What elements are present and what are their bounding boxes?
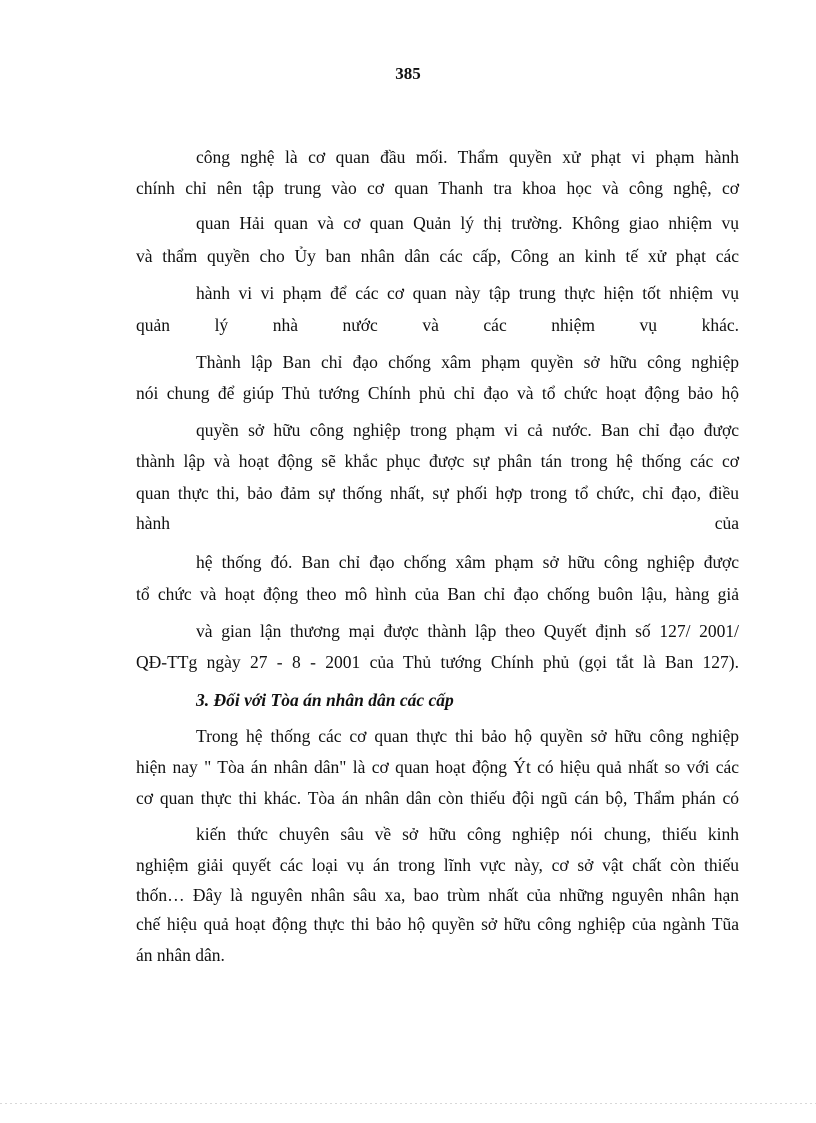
text-line: cơ quan thực thi khác. Tòa án nhân dân còn thiếu đội ngũ cán bộ, Thẩm phán có: [136, 788, 739, 808]
text-line: thốn… Đây là nguyên nhân sâu xa, bao trùm nhất của những nguyên nhân hạn: [136, 885, 739, 905]
section-heading: 3. Đối với Tòa án nhân dân các cấp: [196, 690, 454, 710]
text-line: Thành lập Ban chỉ đạo chống xâm phạm quyền sở hữu công nghiệp: [196, 352, 739, 372]
text-line: quyền sở hữu công nghiệp trong phạm vi cả nước. Ban chỉ đạo được: [196, 420, 739, 440]
text-line: công nghệ là cơ quan đầu mối. Thẩm quyền xử phạt vi phạm hành: [196, 147, 739, 167]
text-line: Trong hệ thống các cơ quan thực thi bảo hộ quyền sở hữu công nghiệp: [196, 726, 739, 746]
text-line: nói chung để giúp Thủ tướng Chính phủ chỉ đạo và tổ chức hoạt động bảo hộ: [136, 383, 739, 403]
text-line: và gian lận thương mại được thành lập theo Quyết định số 127/ 2001/: [196, 621, 739, 641]
text-line: hành vi vi phạm để các cơ quan này tập trung thực hiện tốt nhiệm vụ: [196, 283, 739, 303]
text-line: chế hiệu quả hoạt động thực thi bảo hộ quyền sở hữu công nghiệp của ngành Tũa: [136, 914, 739, 934]
text-line: hành của: [136, 513, 739, 533]
page-edge-line: [0, 1103, 816, 1104]
text-line: quan thực thi, bảo đảm sự thống nhất, sự phối hợp trong tổ chức, chỉ đạo, điều: [136, 483, 739, 503]
text-line: thành lập và hoạt động sẽ khắc phục được sự phân tán trong hệ thống các cơ: [136, 451, 739, 471]
text-line: hệ thống đó. Ban chỉ đạo chống xâm phạm sở hữu công nghiệp được: [196, 552, 739, 572]
page-number: 385: [395, 64, 421, 83]
text-line: quản lý nhà nước và các nhiệm vụ khác.: [136, 315, 739, 335]
text-line: kiến thức chuyên sâu về sở hữu công nghiệp nói chung, thiếu kinh: [196, 824, 739, 844]
text-line: chính chỉ nên tập trung vào cơ quan Thanh tra khoa học và công nghệ, cơ: [136, 178, 739, 198]
text-line: QĐ-TTg ngày 27 - 8 - 2001 của Thủ tướng Chính phủ (gọi tắt là Ban 127).: [136, 652, 739, 672]
text-line: nghiệm giải quyết các loại vụ án trong lĩnh vực này, cơ sở vật chất còn thiếu: [136, 855, 739, 875]
text-line: hiện nay " Tòa án nhân dân" là cơ quan hoạt động Ýt có hiệu quả nhất so với các: [136, 757, 739, 777]
text-line: án nhân dân.: [136, 945, 225, 965]
text-line: và thẩm quyền cho Ủy ban nhân dân các cấp, Công an kinh tế xử phạt các: [136, 246, 739, 266]
text-line: quan Hải quan và cơ quan Quản lý thị trường. Không giao nhiệm vụ: [196, 213, 739, 233]
text-line: tổ chức và hoạt động theo mô hình của Ban chỉ đạo chống buôn lậu, hàng giả: [136, 584, 739, 604]
